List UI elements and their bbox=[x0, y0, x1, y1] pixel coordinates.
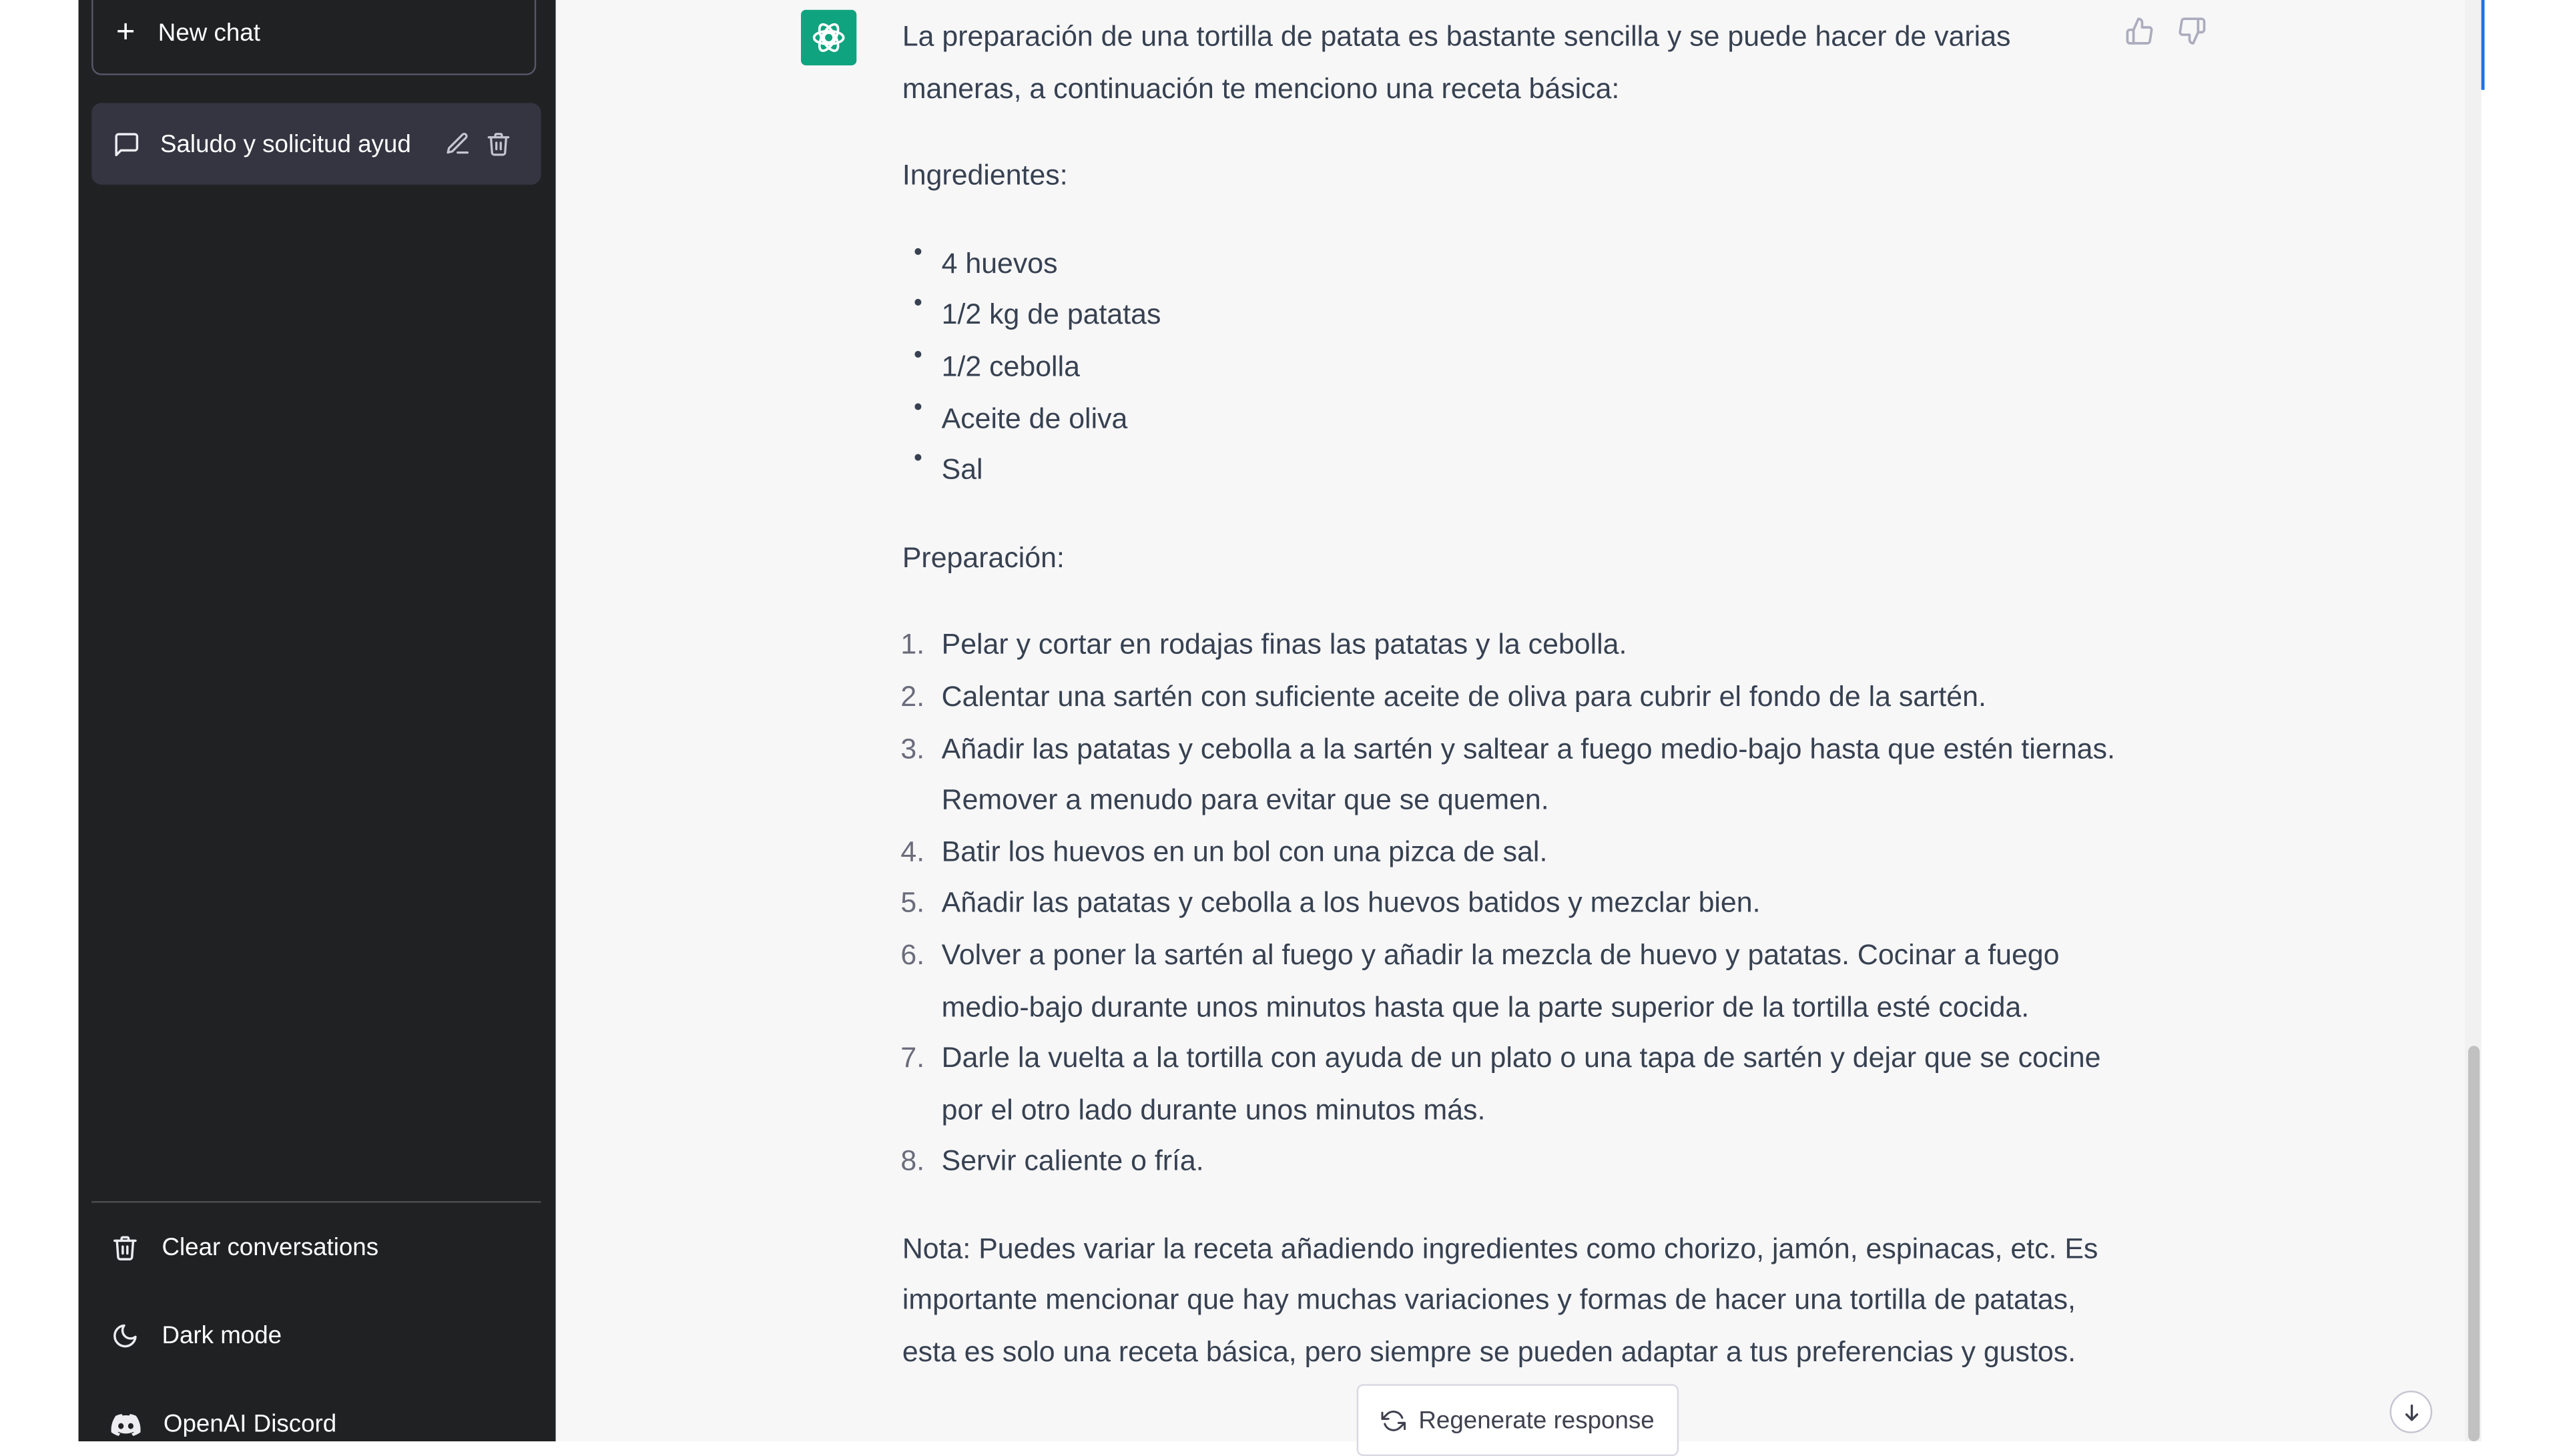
preparation-heading: Preparación: bbox=[902, 540, 1065, 573]
step-number: 6. bbox=[900, 938, 925, 971]
conversation-title: Saludo y solicitud ayud bbox=[160, 129, 411, 158]
regenerate-label: Regenerate response bbox=[1418, 1406, 1655, 1434]
step-text: Batir los huevos en un bol con una pizca de sal. bbox=[941, 834, 1548, 867]
feedback-buttons bbox=[2125, 16, 2207, 45]
chat-main bbox=[556, 0, 2465, 1441]
step-text: Calentar una sartén con suficiente aceite de oliva para cubrir el fondo de la sartén. bbox=[941, 679, 1986, 713]
openai-logo-icon bbox=[809, 18, 848, 57]
message-intro: La preparación de una tortilla de patata es bastante sencilla y se puede hacer de varias maneras, a continuación te menciono una receta básica: bbox=[902, 19, 2011, 104]
delete-trash-icon[interactable] bbox=[485, 131, 511, 157]
step-item bbox=[900, 1033, 2120, 1136]
steps-list bbox=[902, 620, 2120, 1188]
list-item: • Sal bbox=[942, 445, 2120, 496]
list-item: • 1/2 kg de patatas bbox=[942, 290, 2120, 341]
right-gutter bbox=[2484, 0, 2563, 1441]
assistant-avatar bbox=[801, 10, 856, 65]
step-text: Darle la vuelta a la tortilla con ayuda de un plato o una tapa de sartén y dejar que se cocine por el otro lado durante unos minutos más. bbox=[941, 1041, 2101, 1126]
edit-pencil-icon[interactable] bbox=[445, 131, 471, 157]
list-item: • 1/2 cebolla bbox=[942, 342, 2120, 393]
step-number: 3. bbox=[900, 731, 925, 764]
thumbs-down-icon[interactable] bbox=[2177, 16, 2207, 45]
step-item bbox=[900, 827, 2120, 878]
dark-mode-label: Dark mode bbox=[162, 1322, 282, 1350]
scroll-to-bottom-button[interactable] bbox=[2389, 1391, 2432, 1433]
clear-conversations-button[interactable] bbox=[111, 1234, 379, 1262]
step-text: Servir caliente o fría. bbox=[941, 1144, 1204, 1177]
step-item bbox=[900, 620, 2120, 671]
step-number: 8. bbox=[900, 1144, 925, 1177]
conversation-item[interactable] bbox=[91, 103, 541, 184]
arrow-down-icon bbox=[2400, 1401, 2422, 1423]
ingredients-heading: Ingredientes: bbox=[902, 159, 1068, 192]
step-text: Añadir las patatas y cebolla a la sartén y saltear a fuego medio-bajo hasta que estén tiernas. Remover a menudo para evitar que se quemen. bbox=[941, 731, 2115, 816]
dark-mode-button[interactable] bbox=[111, 1322, 282, 1350]
step-number: 5. bbox=[900, 886, 925, 920]
step-number: 1. bbox=[900, 628, 925, 661]
step-item bbox=[900, 671, 2120, 723]
chat-bubble-icon bbox=[113, 130, 141, 158]
new-chat-button[interactable] bbox=[91, 0, 536, 75]
message-note: Nota: Puedes variar la receta añadiendo ingredientes como chorizo, jamón, espinacas, etc. Es importante mencionar que hay muchas variaciones y formas de hacer una tortilla de patatas, esta es solo una receta básica, pero siempre se pueden adaptar a tus preferencias y gustos. bbox=[902, 1232, 2098, 1368]
step-number: 7. bbox=[900, 1041, 925, 1074]
step-item bbox=[900, 723, 2120, 827]
thumbs-up-icon[interactable] bbox=[2125, 16, 2155, 45]
refresh-icon bbox=[1381, 1408, 1406, 1433]
clear-conversations-label: Clear conversations bbox=[162, 1233, 379, 1262]
list-item: • Aceite de oliva bbox=[942, 393, 2120, 444]
moon-icon bbox=[111, 1322, 139, 1350]
plus-icon: + bbox=[115, 15, 135, 51]
discord-icon bbox=[111, 1413, 141, 1435]
step-number: 2. bbox=[900, 679, 925, 713]
list-item: • 4 huevos bbox=[942, 238, 2120, 290]
step-number: 4. bbox=[900, 834, 925, 867]
sidebar-divider bbox=[91, 1201, 541, 1202]
scrollbar[interactable] bbox=[2465, 0, 2481, 1441]
regenerate-response-button[interactable] bbox=[1357, 1384, 1679, 1456]
step-text: Añadir las patatas y cebolla a los huevos batidos y mezclar bien. bbox=[941, 886, 1761, 920]
openai-discord-label: OpenAI Discord bbox=[163, 1410, 337, 1439]
assistant-message bbox=[902, 11, 2120, 1415]
step-item bbox=[900, 930, 2120, 1033]
openai-discord-link[interactable] bbox=[111, 1410, 337, 1438]
step-text: Pelar y cortar en rodajas finas las patatas y la cebolla. bbox=[941, 628, 1627, 661]
step-item bbox=[900, 878, 2120, 930]
new-chat-label: New chat bbox=[158, 19, 260, 47]
step-text: Volver a poner la sartén al fuego y añadir la mezcla de huevo y patatas. Cocinar a fuego medio-bajo durante unos minutos hasta que la parte superior de la tortilla esté cocida. bbox=[941, 938, 2060, 1022]
step-item bbox=[900, 1136, 2120, 1188]
left-gutter bbox=[0, 0, 79, 1441]
sidebar bbox=[79, 0, 556, 1441]
ingredients-list bbox=[902, 238, 2120, 496]
trash-icon bbox=[111, 1234, 139, 1262]
scrollbar-thumb[interactable] bbox=[2468, 1046, 2480, 1441]
